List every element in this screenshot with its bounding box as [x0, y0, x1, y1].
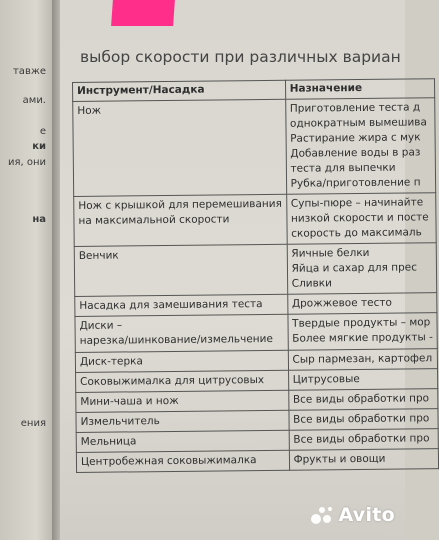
tool-cell [74, 244, 287, 296]
tool-cell [76, 430, 289, 452]
purpose-text: Фрукты и овощи [293, 452, 386, 466]
purpose-cell [288, 389, 438, 411]
purpose-cell [285, 98, 436, 195]
purpose-cell [287, 243, 437, 295]
table-row [73, 98, 436, 197]
left-page-fragment: ки [32, 141, 46, 152]
purpose-cell [289, 449, 439, 471]
tool-text: Нож с крышкой для перемешивания [78, 197, 282, 212]
left-page-fragment: ами. [22, 95, 46, 106]
right-page [60, 0, 433, 540]
tool-text: Измельчитель [80, 415, 160, 428]
purpose-cell [287, 293, 437, 315]
tool-text: Диск-терка [79, 355, 143, 368]
purpose-cell [289, 429, 439, 451]
purpose-text: Растирание жира с мук [290, 131, 421, 145]
tool-cell [75, 314, 288, 352]
tool-text: Мельница [80, 435, 137, 448]
purpose-text: Рубка/приготовление п [290, 176, 421, 190]
left-page [0, 0, 52, 540]
book-spine [52, 0, 60, 540]
tool-cell [76, 390, 289, 412]
tool-text: Мини-чаша и нож [80, 394, 179, 408]
purpose-text: Все виды обработки про [292, 392, 430, 406]
purpose-cell [288, 313, 438, 351]
purpose-text: Дрожжевое тесто [291, 296, 392, 310]
purpose-text: Сыр пармезан, картофел [292, 352, 433, 366]
table-body [73, 98, 439, 473]
purpose-text: теста для выпечки [290, 161, 396, 175]
purpose-text: Яичные белки [291, 246, 370, 260]
purpose-text: Все виды обработки про [293, 412, 430, 426]
tool-cell [73, 99, 287, 196]
tool-text: Соковыжималка для цитрусовых [80, 374, 265, 388]
page-title: выбор скорости при различных вариан [80, 48, 401, 66]
table-row [76, 449, 438, 473]
tool-text: Насадка для замешивания теста [79, 298, 263, 312]
watermark-text: Avito [338, 504, 395, 526]
left-page-fragment: тавже [12, 66, 46, 77]
purpose-cell [289, 409, 439, 431]
tool-cell [76, 410, 289, 432]
tool-text: Венчик [78, 249, 119, 262]
avito-logo-icon [310, 504, 334, 526]
watermark [310, 504, 395, 526]
table-row [75, 313, 438, 353]
tool-text: нарезка/шинкование/измельчение [79, 332, 273, 347]
header-tool: Инструмент/Насадка [73, 80, 286, 101]
sticky-note [111, 0, 175, 26]
purpose-text: Цитрусовые [292, 373, 360, 386]
tool-text: Нож [77, 104, 102, 117]
purpose-cell [288, 369, 438, 391]
purpose-text: Супы-пюре – начинайте [290, 196, 424, 210]
tool-cell [74, 194, 287, 246]
purpose-cell [286, 193, 436, 245]
purpose-text: Сливки [291, 277, 332, 290]
purpose-text: низкой скорости и посте [290, 211, 429, 225]
tool-text: Центробежная соковыжималка [80, 454, 257, 468]
purpose-text: Более мягкие продукты - [292, 331, 433, 345]
purpose-text: Все виды обработки про [293, 432, 430, 446]
speed-table [72, 78, 439, 473]
table-row [74, 243, 437, 297]
purpose-text: однократным вымешива [289, 116, 427, 130]
left-page-fragment: ения [20, 418, 46, 429]
left-page-fragment: на [32, 214, 46, 225]
tool-cell [75, 350, 288, 372]
purpose-text: скорость до максималь [291, 226, 422, 240]
tool-text: Диски – [79, 319, 123, 332]
header-purpose: Назначение [285, 79, 435, 100]
tool-text: на максимальной скорости [78, 213, 230, 227]
purpose-text: Яйца и сахар для прес [291, 261, 418, 275]
table-row [74, 193, 437, 247]
left-page-fragment: е [39, 126, 46, 137]
purpose-text: Приготовление теста д [289, 101, 421, 115]
tool-cell [76, 370, 289, 392]
purpose-cell [288, 349, 438, 371]
purpose-text: Твердые продукты – мор [292, 316, 431, 330]
purpose-text: Добавление воды в раз [290, 146, 421, 160]
tool-cell [75, 294, 288, 316]
tool-cell [76, 450, 289, 472]
left-page-fragment: ия, они [7, 157, 46, 168]
